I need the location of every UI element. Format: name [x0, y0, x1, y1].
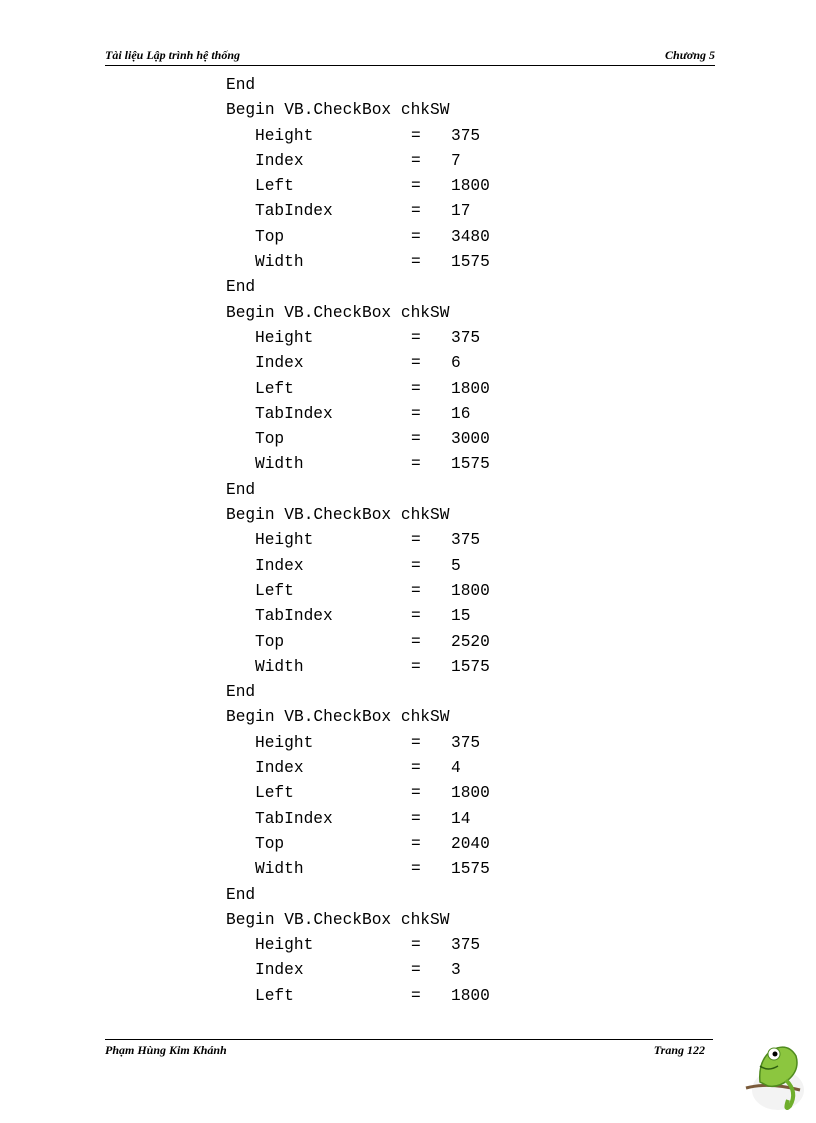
code-end-line: End [226, 278, 256, 297]
code-property-line [226, 832, 490, 857]
equals-sign: = [411, 328, 421, 347]
equals-sign: = [411, 404, 421, 423]
property-name: Top [255, 430, 285, 449]
property-name: Height [255, 126, 314, 145]
property-value: 375 [451, 328, 481, 347]
equals-sign: = [411, 430, 421, 449]
code-property-line [226, 554, 461, 579]
equals-sign: = [411, 834, 421, 853]
equals-sign: = [411, 961, 421, 980]
equals-sign: = [411, 379, 421, 398]
code-begin-line: Begin VB.CheckBox chkSW [226, 910, 450, 929]
property-name: Width [255, 657, 304, 676]
property-name: Index [255, 759, 304, 778]
property-value: 375 [451, 733, 481, 752]
property-value: 4 [451, 759, 461, 778]
property-name: TabIndex [255, 607, 333, 626]
code-begin-line: Begin VB.CheckBox chkSW [226, 303, 450, 322]
property-value: 1575 [451, 657, 490, 676]
code-property-line [226, 857, 490, 882]
code-property-line [226, 731, 481, 756]
code-property-line [226, 351, 461, 376]
property-name: Top [255, 632, 285, 651]
property-value: 15 [451, 607, 471, 626]
code-property-line [226, 377, 490, 402]
property-value: 375 [451, 936, 481, 955]
equals-sign: = [411, 936, 421, 955]
code-begin-line: Begin VB.CheckBox chkSW [226, 101, 450, 120]
property-value: 1800 [451, 784, 490, 803]
code-property-line [226, 250, 490, 275]
property-value: 1800 [451, 379, 490, 398]
property-value: 3000 [451, 430, 490, 449]
property-value: 1800 [451, 177, 490, 196]
equals-sign: = [411, 733, 421, 752]
property-name: Index [255, 961, 304, 980]
code-property-line [226, 174, 490, 199]
property-value: 3 [451, 961, 461, 980]
equals-sign: = [411, 809, 421, 828]
chapter-label: Chương 5 [665, 48, 715, 62]
code-property-line [226, 933, 481, 958]
code-property-line [226, 402, 471, 427]
property-value: 5 [451, 556, 461, 575]
equals-sign: = [411, 759, 421, 778]
code-end-line: End [226, 885, 256, 904]
equals-sign: = [411, 354, 421, 373]
code-property-line [226, 604, 471, 629]
chameleon-mascot-icon [738, 1030, 808, 1115]
equals-sign: = [411, 784, 421, 803]
property-value: 3480 [451, 227, 490, 246]
code-end-line: End [226, 683, 256, 702]
property-name: Index [255, 556, 304, 575]
equals-sign: = [411, 126, 421, 145]
property-value: 2520 [451, 632, 490, 651]
property-value: 2040 [451, 834, 490, 853]
property-name: Left [255, 581, 294, 600]
property-name: Width [255, 860, 304, 879]
code-property-line [226, 984, 490, 1009]
property-value: 1800 [451, 986, 490, 1005]
code-property-line [226, 528, 481, 553]
equals-sign: = [411, 632, 421, 651]
property-value: 6 [451, 354, 461, 373]
code-property-line [226, 326, 481, 351]
code-property-line [226, 655, 490, 680]
property-name: Left [255, 177, 294, 196]
property-name: TabIndex [255, 404, 333, 423]
code-property-line [226, 199, 471, 224]
code-property-line [226, 452, 490, 477]
page-footer [105, 1039, 713, 1058]
property-name: Left [255, 986, 294, 1005]
code-property-line [226, 807, 471, 832]
code-end-line: End [226, 480, 256, 499]
equals-sign: = [411, 227, 421, 246]
equals-sign: = [411, 531, 421, 550]
code-property-line [226, 630, 490, 655]
equals-sign: = [411, 581, 421, 600]
property-name: Width [255, 455, 304, 474]
equals-sign: = [411, 657, 421, 676]
code-property-line [226, 149, 461, 174]
equals-sign: = [411, 860, 421, 879]
property-value: 14 [451, 809, 471, 828]
property-name: Left [255, 784, 294, 803]
property-value: 375 [451, 531, 481, 550]
equals-sign: = [411, 455, 421, 474]
code-property-line [226, 427, 490, 452]
code-property-line [226, 781, 490, 806]
code-listing [226, 73, 490, 1009]
property-name: Index [255, 151, 304, 170]
equals-sign: = [411, 607, 421, 626]
equals-sign: = [411, 202, 421, 221]
property-value: 1575 [451, 455, 490, 474]
property-value: 1800 [451, 581, 490, 600]
property-name: Top [255, 834, 285, 853]
code-property-line [226, 124, 481, 149]
equals-sign: = [411, 556, 421, 575]
property-value: 1575 [451, 253, 490, 272]
equals-sign: = [411, 177, 421, 196]
document-title: Tài liệu Lập trình hệ thống [105, 48, 241, 62]
equals-sign: = [411, 986, 421, 1005]
property-name: Left [255, 379, 294, 398]
code-end-line: End [226, 76, 256, 94]
property-value: 17 [451, 202, 471, 221]
page-number: Trang 122 [653, 1043, 705, 1057]
property-value: 16 [451, 404, 471, 423]
property-name: Height [255, 936, 314, 955]
code-begin-line: Begin VB.CheckBox chkSW [226, 506, 450, 525]
property-value: 1575 [451, 860, 490, 879]
equals-sign: = [411, 253, 421, 272]
equals-sign: = [411, 151, 421, 170]
page-header [105, 47, 715, 66]
property-value: 7 [451, 151, 461, 170]
author-name: Phạm Hùng Kim Khánh [105, 1043, 227, 1057]
code-property-line [226, 958, 461, 983]
code-begin-line: Begin VB.CheckBox chkSW [226, 708, 450, 727]
code-property-line [226, 225, 490, 250]
property-name: TabIndex [255, 202, 333, 221]
property-name: TabIndex [255, 809, 333, 828]
property-name: Index [255, 354, 304, 373]
code-property-line [226, 579, 490, 604]
property-name: Height [255, 531, 314, 550]
property-name: Top [255, 227, 285, 246]
code-property-line [226, 756, 461, 781]
property-name: Height [255, 733, 314, 752]
property-name: Width [255, 253, 304, 272]
property-name: Height [255, 328, 314, 347]
property-value: 375 [451, 126, 481, 145]
